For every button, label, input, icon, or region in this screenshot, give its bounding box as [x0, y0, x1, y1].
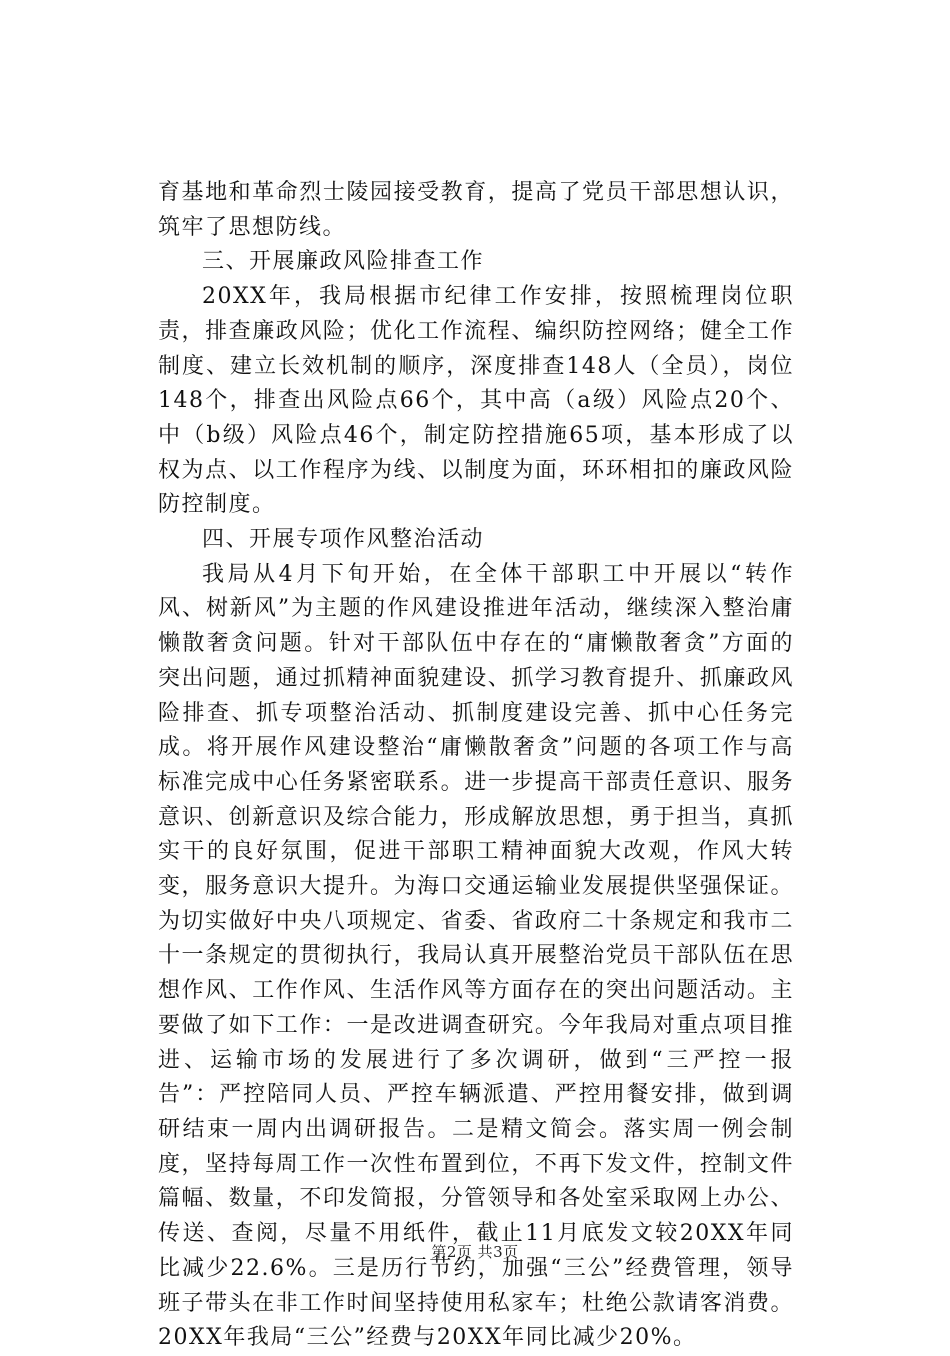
- section-heading-4: 四、开展专项作风整治活动: [202, 527, 485, 553]
- paragraph-style-rectification: 我局从4月下旬开始，在全体干部职工中开展以“转作风、树新风”为主题的作风建设推进年活动，继续深入整治庸懒散奢贪问题。针对干部队伍中存在的“庸懒散奢贪”方面的突出问题，通过抓精神面貌建设、抓学习教育提升、抓廉政风险排查、抓专项整治活动、抓制度建设完善、抓中心任务完成。将开展作风建设整治“庸懒散奢贪”问题的各项工作与高标准完成中心任务紧密联系。进一步提高干部责任意识、服务意识、创新意识及综合能力，形成解放思想，勇于担当，真抓实干的良好氛围，促进干部职工精神面貌大改观，作风大转变，服务意识大提升。为海口交通运输业发展提供坚强保证。为切实做好中央八项规定、省委、省政府二十条规定和我市二十一条规定的贯彻执行，我局认真开展整治党员干部队伍在思想作风、工作作风、生活作风等方面存在的突出问题活动。主要做了如下工作：一是改进调查研究。今年我局对重点项目推进、运输市场的发展进行了多次调研，做到“三严控一报告”：严控陪同人员、严控车辆派遣、严控用餐安排，做到调研结束一周内出调研报告。二是精文简会。落实周一例会制度，坚持每周工作一次性布置到位，不再下发文件，控制文件篇幅、数量，不印发简报，分管领导和各处室采取网上办公、传送、查阅，尽量不用纸件，截止11月底发文较20XX年同比减少22.6%。三是历行节约，加强“三公”经费管理，领导班子带头在非工作时间坚持使用私家车；杜绝公款请客消费。20XX年我局“三公”经费与20XX年同比减少20%。: [158, 561, 794, 1351]
- paragraph-risk-check: 20XX年，我局根据市纪律工作安排，按照梳理岗位职责，排查廉政风险；优化工作流程、编织防控网络；健全工作制度、建立长效机制的顺序，深度排查148人（全员），岗位148个，排查出风险点66个，其中高（a级）风险点20个、中（b级）风险点46个，制定防控措施65项，基本形成了以权为点、以工作程序为线、以制度为面，环环相扣的廉政风险防控制度。: [158, 284, 794, 518]
- section-heading-3: 三、开展廉政风险排查工作: [202, 249, 485, 275]
- page-footer: 第2页 共3页: [431, 1243, 519, 1261]
- document-body: [158, 176, 794, 1356]
- paragraph-continuation: 育基地和革命烈士陵园接受教育，提高了党员干部思想认识，筑牢了思想防线。: [158, 180, 794, 240]
